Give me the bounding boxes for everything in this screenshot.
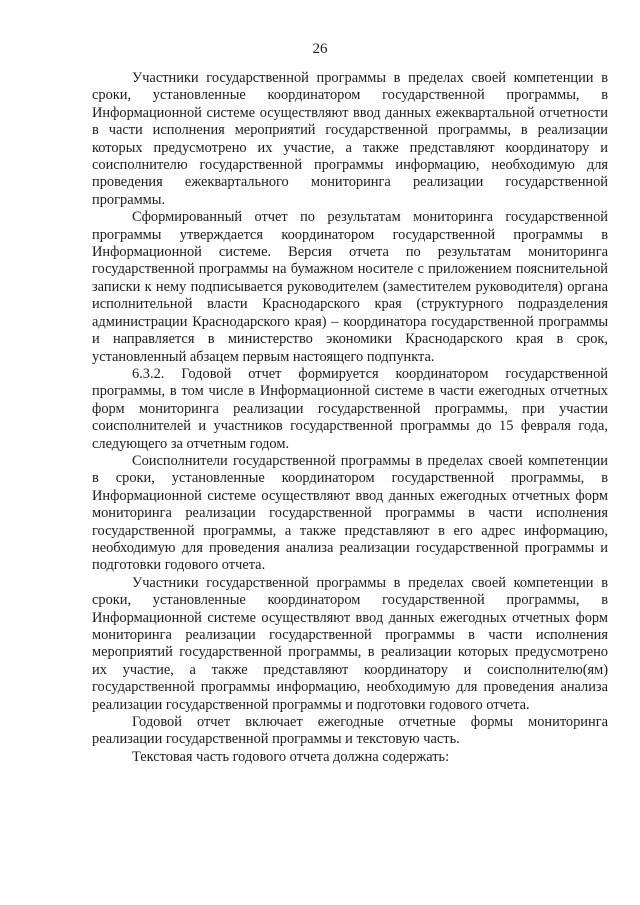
paragraph-co-executors: Соисполнители государственной программы в пределах своей компетенции в сроки, установленные координатором государственной программы, в Информационной системе осуществляют ввод данных ежегодных отчетных форм мониторинга реализации государственной программы в части исполнения государственной программы, а также представляют в его адрес информацию, необходимую для проведения анализа реализации государственной программы и подготовки годового отчета. xyxy=(92,452,608,574)
paragraph-report-approval: Сформированный отчет по результатам мониторинга государственной программы утверждается координатором государственной программы в Информационной системе. Версия отчета по результатам мониторинга государственной программы на бумажном носителе с приложением пояснительной записки к нему подписывается руководителем (заместителем руководителя) органа исполнительной власти Краснодарского края (структурного подразделения администрации Краснодарского края) – координатора государственной программы и направляется в министерство экономики Краснодарского края в срок, установленный абзацем первым настоящего подпункта. xyxy=(92,209,608,365)
paragraph-participants-quarterly: Участники государственной программы в пределах своей компетенции в сроки, установленные координатором государственной программы, в Информационной системе осуществляют ввод данных ежеквартальной отчетности в части исполнения мероприятий государственной программы, в реализации которых предусмотрено их участие, а также представляют координатору и соисполнителю государственной программы информацию, необходимую для проведения ежеквартального мониторинга реализации государственной программы. xyxy=(92,70,608,208)
paragraph-annual-report-contents: Годовой отчет включает ежегодные отчетные формы мониторинга реализации государственной программы и текстовую часть. xyxy=(92,714,608,748)
page-number: 26 xyxy=(312,41,328,57)
document-body xyxy=(92,70,608,766)
paragraph-participants-annual: Участники государственной программы в пределах своей компетенции в сроки, установленные координатором государственной программы, в Информационной системе осуществляют ввод данных ежегодных отчетных форм мониторинга реализации государственной программы в части исполнения мероприятий государственной программы, в реализации которых предусмотрено их участие, а также представляют координатору и соисполнителю(ям) государственной программы информацию, необходимую для проведения анализа реализации государственной программы и подготовки годового отчета. xyxy=(92,574,608,713)
paragraph-annual-report-6-3-2: 6.3.2. Годовой отчет формируется координатором государственной программы, в том числе в Информационной системе в части ежегодных отчетных форм мониторинга реализации государственной программы, при участии соисполнителей и участников государственной программы до 15 февраля года, следующего за отчетным годом. xyxy=(92,365,608,452)
paragraph-text-part-requirements: Текстовая часть годового отчета должна содержать: xyxy=(132,748,450,765)
